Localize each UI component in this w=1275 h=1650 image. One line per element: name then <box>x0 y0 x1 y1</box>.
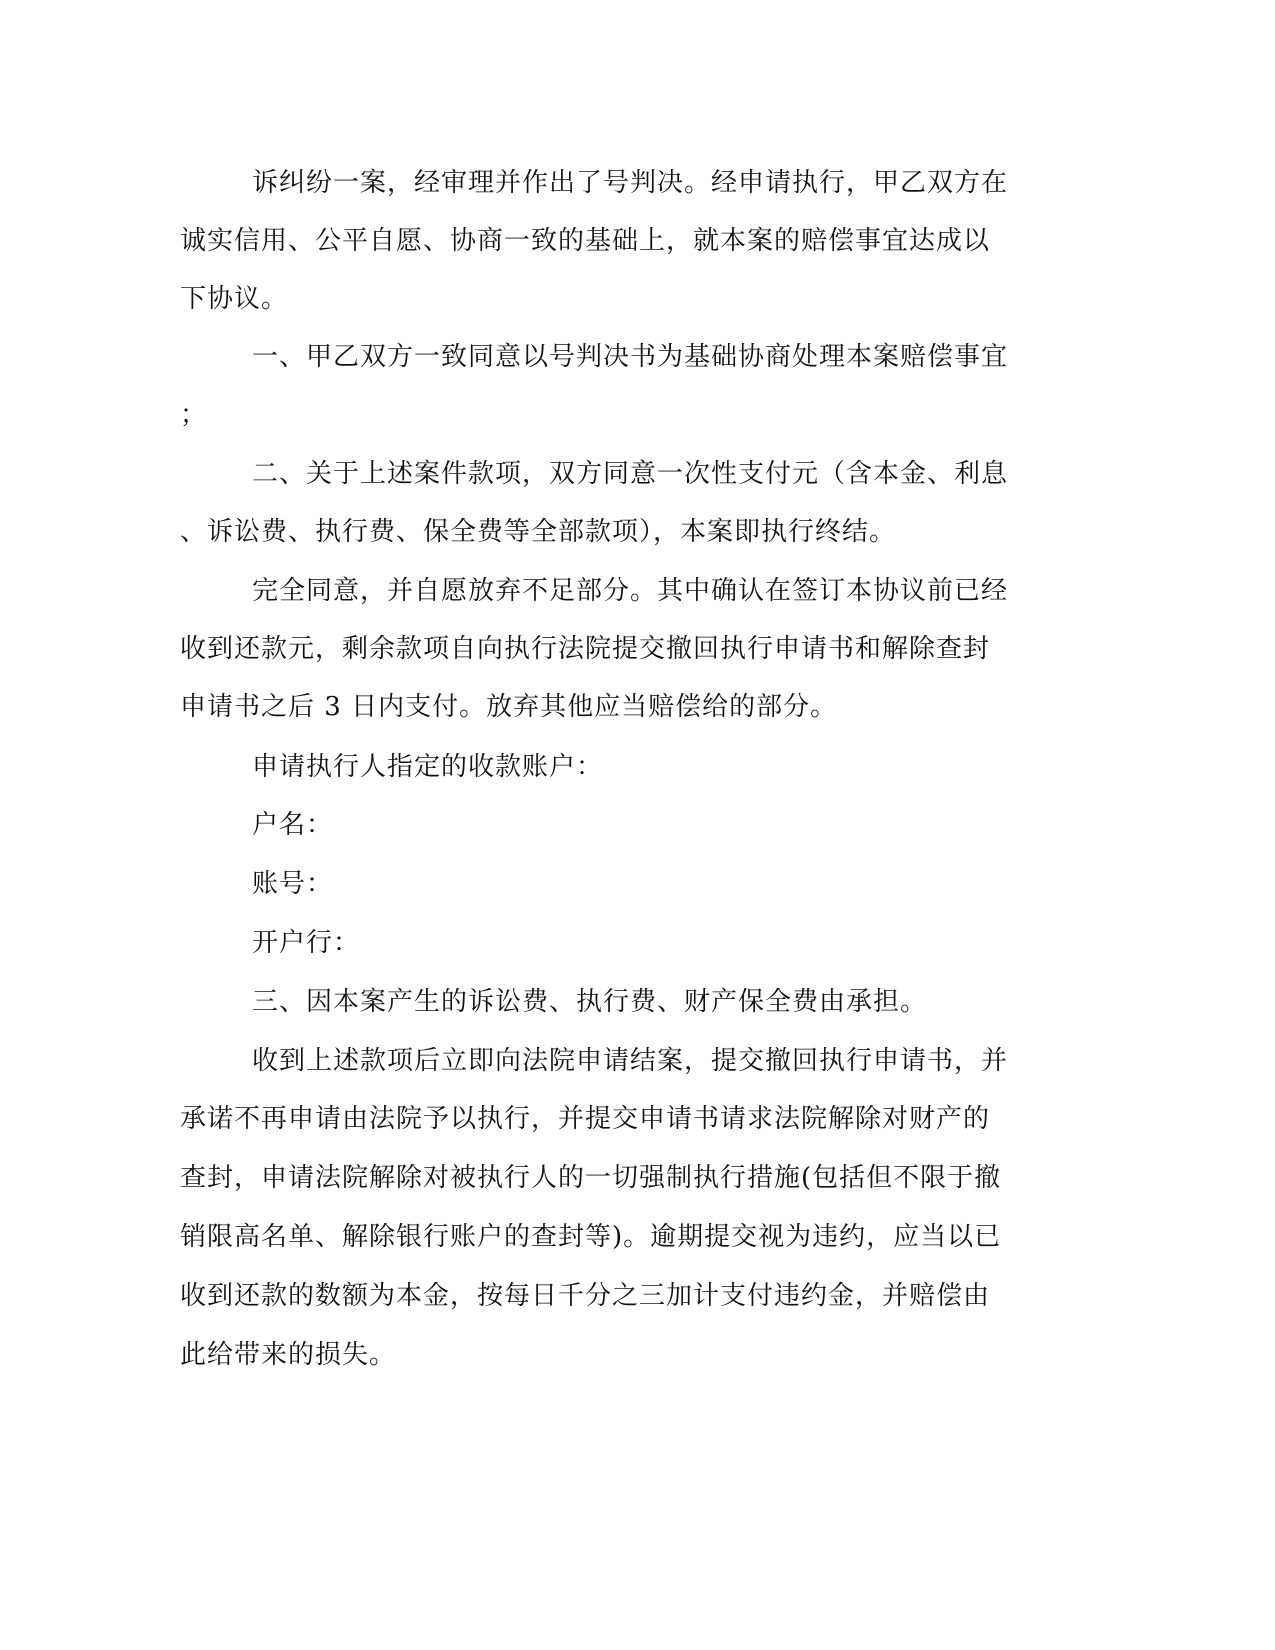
text-line: 户名： <box>252 810 334 840</box>
text-line: 下协议。 <box>180 284 289 314</box>
text-line: 三、因本案产生的诉讼费、执行费、财产保全费由承担。 <box>252 987 928 1017</box>
text-line: 此给带来的损失。 <box>180 1340 397 1370</box>
text-line: 账号： <box>252 869 334 899</box>
text-line: 开户行： <box>252 928 361 958</box>
text-line: 收到还款元，剩余款项自向执行法院提交撤回执行申请书和解除查封 <box>180 634 991 664</box>
text-line: 申请书之后 3 日内支付。放弃其他应当赔偿给的部分。 <box>180 692 838 722</box>
text-line: 收到还款的数额为本金，按每日千分之三加计支付违约金，并赔偿由 <box>180 1281 991 1311</box>
text-line: 查封，申请法院解除对被执行人的一切强制执行措施(包括但不限于撤 <box>180 1163 1002 1193</box>
text-line: 、诉讼费、执行费、保全费等全部款项），本案即执行终结。 <box>180 517 897 547</box>
text-line: 诚实信用、公平自愿、协商一致的基础上，就本案的赔偿事宜达成以 <box>180 226 991 256</box>
text-line: 申请执行人指定的收款账户： <box>252 752 604 782</box>
text-line: 一、甲乙双方一致同意以号判决书为基础协商处理本案赔偿事宜 <box>252 342 1009 372</box>
text-line: 二、关于上述案件款项，双方同意一次性支付元（含本金、利息 <box>252 459 1009 489</box>
text-line: ； <box>180 400 208 430</box>
text-line: 承诺不再申请由法院予以执行，并提交申请书请求法院解除对财产的 <box>180 1104 991 1134</box>
text-line: 收到上述款项后立即向法院申请结案，提交撤回执行申请书，并 <box>252 1046 1009 1076</box>
text-line: 诉纠纷一案，经审理并作出了号判决。经申请执行，甲乙双方在 <box>252 168 1009 198</box>
text-line: 销限高名单、解除银行账户的查封等)。逾期提交视为违约，应当以已 <box>180 1222 1002 1252</box>
text-line: 完全同意，并自愿放弃不足部分。其中确认在签订本协议前已经 <box>252 576 1009 606</box>
